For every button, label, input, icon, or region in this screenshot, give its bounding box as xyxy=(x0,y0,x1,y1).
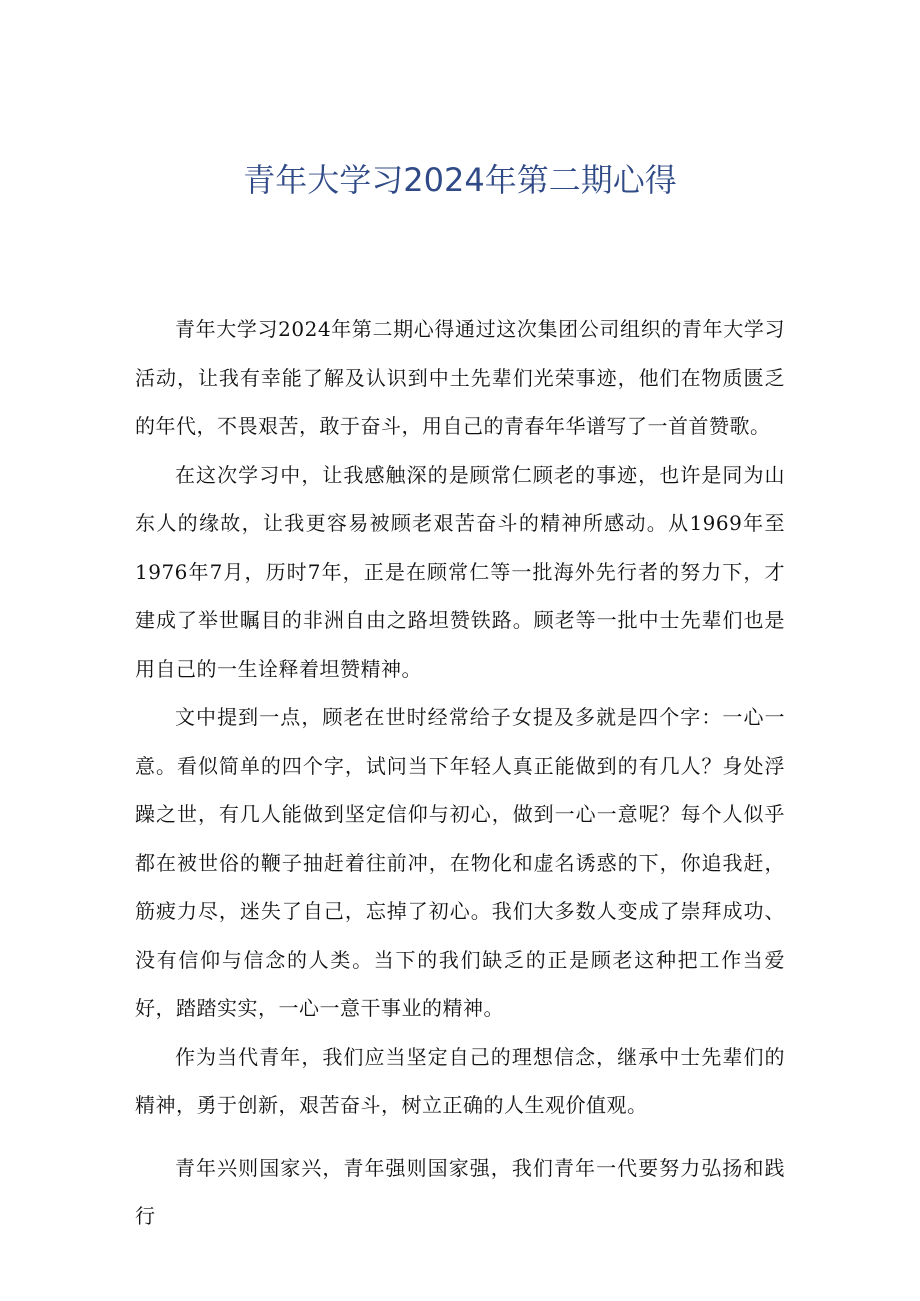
paragraph: 青年兴则国家兴，青年强则国家强，我们青年一代要努力弘扬和践行 xyxy=(135,1155,785,1228)
document-title: 青年大学习2024年第二期心得 xyxy=(243,161,677,199)
paragraph: 青年大学习2024年第二期心得通过这次集团公司组织的青年大学习活动，让我有幸能了解及认识到中土先辈们光荣事迹，他们在物质匮乏的年代，不畏艰苦，敢于奋斗，用自己的青春年华谱写了一首首赞歌。 xyxy=(135,317,785,438)
paragraph: 在这次学习中，让我感触深的是顾常仁顾老的事迹，也许是同为山东人的缘故，让我更容易被顾老艰苦奋斗的精神所感动。从1969年至1976年7月，历时7年，正是在顾常仁等一批海外先行者的努力下，才建成了举世瞩目的非洲自由之路坦赞铁路。顾老等一批中士先辈们也是用自己的一生诠释着坦赞精神。 xyxy=(135,462,785,681)
document-body xyxy=(135,305,785,1241)
paragraph: 作为当代青年，我们应当坚定自己的理想信念，继承中士先辈们的精神，勇于创新，艰苦奋斗，树立正确的人生观价值观。 xyxy=(135,1044,785,1117)
paragraph: 文中提到一点，顾老在世时经常给子女提及多就是四个字：一心一意。看似简单的四个字，试问当下年轻人真正能做到的有几人？身处浮躁之世，有几人能做到坚定信仰与初心，做到一心一意呢？每个人似乎都在被世俗的鞭子抽赶着往前冲，在物化和虚名诱惑的下，你追我赶，筋疲力尽，迷失了自己，忘掉了初心。我们大多数人变成了崇拜成功、没有信仰与信念的人类。当下的我们缺乏的正是顾老这种把工作当爱好，踏踏实实，一心一意干事业的精神。 xyxy=(135,705,785,1020)
